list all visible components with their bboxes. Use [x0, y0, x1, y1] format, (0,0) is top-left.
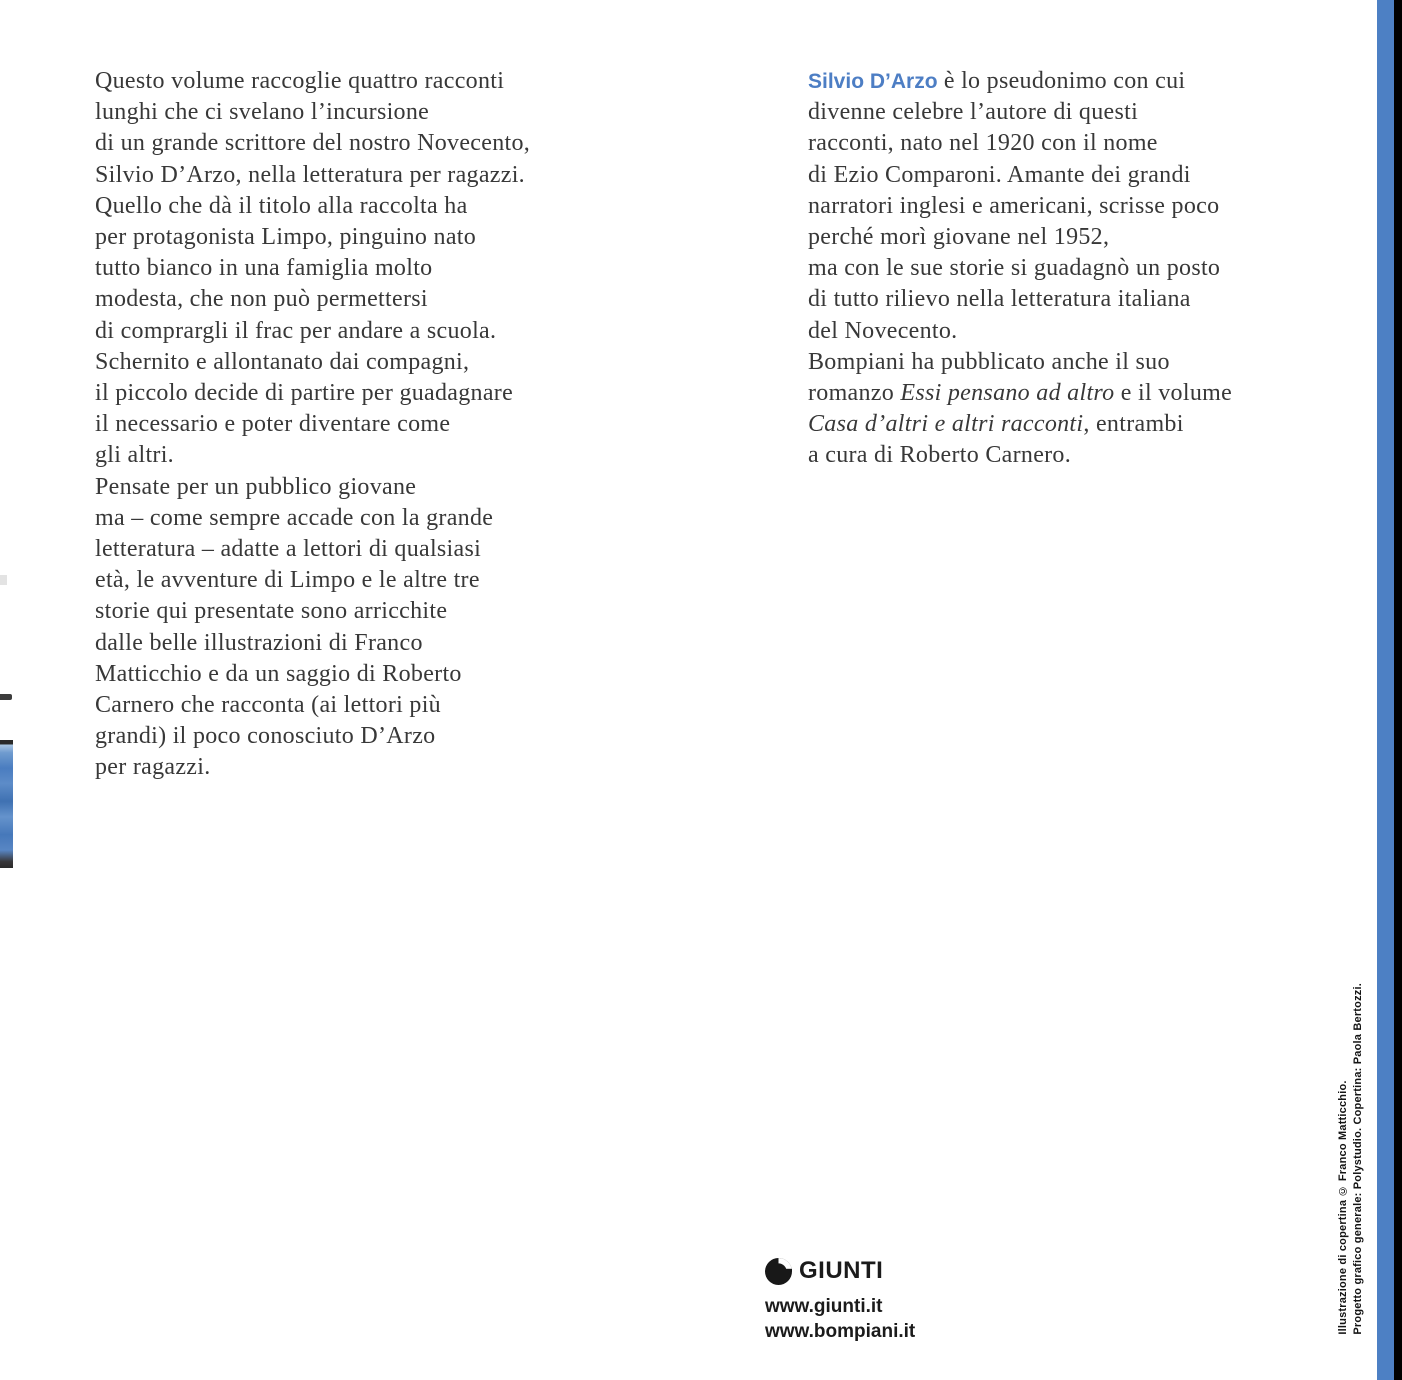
- cover-edge-fragment: [0, 0, 14, 1380]
- text-segment: grandi) il poco conosciuto D’Arzo: [95, 723, 436, 750]
- author-name-highlight: Silvio D’Arzo: [808, 70, 938, 93]
- text-line: [95, 659, 625, 690]
- book-description-paragraph: [95, 66, 625, 784]
- text-segment: il necessario e poter diventare come: [95, 411, 451, 438]
- text-segment: per ragazzi.: [95, 754, 211, 781]
- text-line: [808, 316, 1318, 347]
- edge-dark-dash: [0, 694, 12, 700]
- publisher-url-bompiani: www.bompiani.it: [765, 1321, 916, 1342]
- giunti-g-icon: [765, 1258, 792, 1285]
- text-segment: età, le avventure di Limpo e le altre tre: [95, 567, 480, 594]
- text-line: [95, 440, 625, 471]
- publisher-urls: [765, 1294, 915, 1344]
- text-segment: Casa d’altri e altri racconti: [808, 411, 1084, 438]
- credits-vertical-text: [1336, 983, 1366, 1335]
- text-segment: Pensate per un pubblico giovane: [95, 473, 417, 500]
- text-segment: di Ezio Comparoni. Amante dei grandi: [808, 161, 1191, 188]
- edge-blue-artwork-sliver: [0, 740, 13, 868]
- text-segment: Bompiani ha pubblicato anche il suo: [808, 348, 1170, 375]
- edge-faint-mark: [0, 575, 7, 585]
- text-segment: gli altri.: [95, 442, 174, 469]
- text-segment: per protagonista Limpo, pinguino nato: [95, 224, 477, 251]
- text-line: [808, 409, 1318, 440]
- text-line: [808, 66, 1318, 97]
- text-segment: Silvio D’Arzo, nella letteratura per ragazzi.: [95, 161, 525, 188]
- text-segment: Schernito e allontanato dai compagni,: [95, 348, 470, 375]
- text-segment: del Novecento.: [808, 317, 958, 344]
- text-line: [95, 596, 625, 627]
- text-segment: dalle belle illustrazioni di Franco: [95, 629, 423, 656]
- text-line: [95, 316, 625, 347]
- text-segment: perché morì giovane nel 1952,: [808, 224, 1110, 251]
- text-segment: Carnero che racconta (ai lettori più: [95, 692, 441, 719]
- text-line: [95, 409, 625, 440]
- text-line: [95, 222, 625, 253]
- text-segment: racconti, nato nel 1920 con il nome: [808, 130, 1158, 157]
- text-line: [95, 97, 625, 128]
- spine-black-stripe: [1394, 0, 1402, 1380]
- text-segment: modesta, che non può permettersi: [95, 286, 428, 313]
- text-segment: Essi pensano ad altro: [900, 380, 1115, 407]
- text-line: [808, 160, 1318, 191]
- text-segment: è lo pseudonimo con cui: [937, 68, 1186, 94]
- spine-blue-stripe: [1377, 0, 1394, 1380]
- text-line: [95, 128, 625, 159]
- text-segment: Quello che dà il titolo alla raccolta ha: [95, 192, 468, 219]
- text-segment: Matticchio e da un saggio di Roberto: [95, 660, 462, 687]
- publisher-block: [765, 1257, 915, 1344]
- text-line: [95, 191, 625, 222]
- credit-line-illustration: Illustrazione di copertina © Franco Matticchio.: [1337, 1080, 1349, 1335]
- author-bio-paragraph: [808, 66, 1318, 472]
- text-line: [808, 347, 1318, 378]
- text-segment: tutto bianco in una famiglia molto: [95, 255, 433, 282]
- text-line: [95, 628, 625, 659]
- text-segment: Questo volume raccoglie quattro racconti: [95, 68, 505, 94]
- text-line: [95, 378, 625, 409]
- text-line: [95, 503, 625, 534]
- text-line: [95, 721, 625, 752]
- text-segment: ma – come sempre accade con la grande: [95, 504, 494, 531]
- text-segment: , entrambi: [1083, 411, 1184, 438]
- text-line: [95, 347, 625, 378]
- text-line: [95, 253, 625, 284]
- publisher-url-giunti: www.giunti.it: [765, 1296, 883, 1317]
- text-segment: romanzo: [808, 380, 901, 407]
- text-line: [95, 565, 625, 596]
- text-line: [808, 128, 1318, 159]
- text-segment: di tutto rilievo nella letteratura italiana: [808, 286, 1191, 313]
- text-line: [95, 66, 625, 97]
- text-segment: e il volume: [1114, 380, 1233, 407]
- credit-line-design: Progetto grafico generale: Polystudio. Copertina: Paola Bertozzi.: [1352, 983, 1364, 1335]
- text-line: [95, 752, 625, 783]
- text-line: [808, 222, 1318, 253]
- text-line: [95, 160, 625, 191]
- text-line: [808, 191, 1318, 222]
- text-line: [95, 690, 625, 721]
- text-line: [808, 97, 1318, 128]
- text-line: [95, 534, 625, 565]
- text-segment: narratori inglesi e americani, scrisse poco: [808, 192, 1220, 219]
- text-segment: lunghi che ci svelano l’incursione: [95, 99, 430, 126]
- text-segment: letteratura – adatte a lettori di qualsiasi: [95, 536, 482, 563]
- text-segment: a cura di Roberto Carnero.: [808, 442, 1072, 469]
- text-line: [808, 284, 1318, 315]
- text-line: [95, 284, 625, 315]
- giunti-logo: [765, 1257, 915, 1285]
- text-line: [95, 472, 625, 503]
- text-segment: storie qui presentate sono arricchite: [95, 598, 448, 625]
- text-line: [808, 440, 1318, 471]
- text-line: [808, 253, 1318, 284]
- text-segment: ma con le sue storie si guadagnò un posto: [808, 255, 1221, 282]
- text-segment: divenne celebre l’autore di questi: [808, 99, 1139, 126]
- text-segment: il piccolo decide di partire per guadagnare: [95, 380, 514, 407]
- text-line: [808, 378, 1318, 409]
- text-segment: di un grande scrittore del nostro Novecento,: [95, 130, 531, 157]
- text-segment: di comprargli il frac per andare a scuola.: [95, 317, 497, 344]
- publisher-name: GIUNTI: [799, 1257, 884, 1284]
